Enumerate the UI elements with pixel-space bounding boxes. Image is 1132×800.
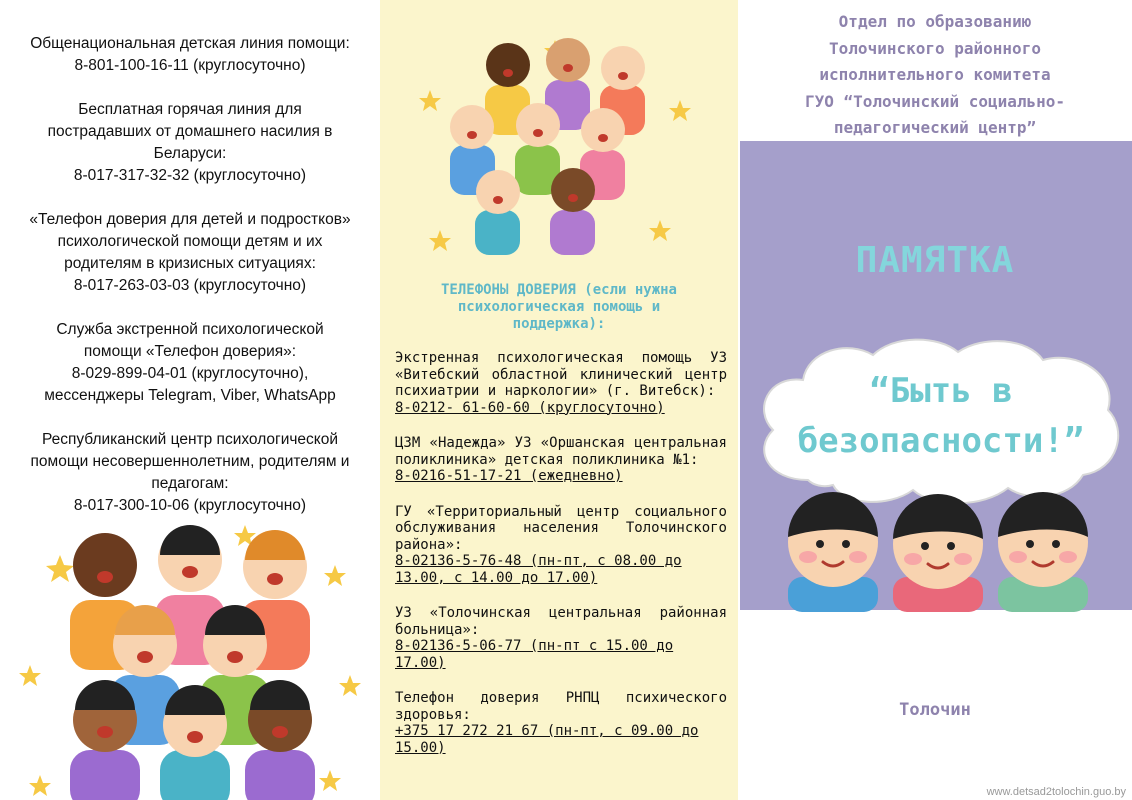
- hotline-line: психологической помощи детям и их: [57, 233, 323, 250]
- regional-hotline-entry: [395, 504, 727, 587]
- page-title: ПАМЯТКА: [855, 240, 1015, 281]
- hotline-line: Беларуси:: [153, 145, 227, 162]
- right-column: [738, 0, 1132, 800]
- slogan: [758, 366, 1124, 466]
- hotline-line: мессенджеры Telegram, Viber, WhatsApp: [44, 387, 336, 404]
- hotline-line: 8-017-317-32-32 (круглосуточно): [73, 167, 307, 184]
- hotline-phone: 8-02136-5-76-48 (пн-пт, с 08.00 до 13.00, с 14.00 до 17.00): [395, 553, 682, 586]
- hotline-block: [16, 209, 364, 297]
- heading-line: поддержка):: [512, 316, 606, 332]
- hotline-phone: 8-0212- 61-60-60 (круглосуточно): [395, 399, 665, 416]
- hotline-block: [16, 33, 364, 77]
- hotline-block: [16, 99, 364, 187]
- children-group-illustration: [0, 515, 380, 800]
- organization-line: педагогический центр”: [833, 118, 1037, 137]
- hotline-line: помощи «Телефон доверия»:: [83, 343, 297, 360]
- organization-line: Отдел по образованию: [838, 12, 1032, 31]
- hotline-line: «Телефон доверия для детей и подростков»: [29, 211, 351, 228]
- hotline-phone: 8-02136-5-06-77 (пн-пт с 15.00 до 17.00): [395, 638, 674, 671]
- hotline-description: Экстренная психологическая помощь УЗ «Витебский областной клинический центр психиатрии и наркологии» (г. Витебск):: [395, 350, 727, 399]
- hotline-line: родителям в кризисных ситуациях:: [64, 255, 316, 272]
- regional-hotline-list: [395, 350, 727, 775]
- left-column: [0, 0, 380, 800]
- regional-hotline-entry: [395, 690, 727, 756]
- heading-line: психологическая помощь и: [457, 299, 661, 315]
- website-watermark: www.detsad2tolochin.guo.by: [986, 786, 1126, 798]
- regional-hotline-entry: [395, 350, 727, 416]
- organization-line: Толочинского районного: [829, 38, 1041, 58]
- hotline-line: 8-801-100-16-11 (круглосуточно): [74, 57, 306, 74]
- heading-line: ТЕЛЕФОНЫ ДОВЕРИЯ (если нужна: [440, 282, 677, 298]
- organization-name: [738, 9, 1132, 142]
- regional-hotline-entry: [395, 435, 727, 485]
- hotline-block: [16, 429, 364, 517]
- hotline-line: 8-017-300-10-06 (круглосуточно): [73, 497, 307, 514]
- hotline-block: [16, 319, 364, 407]
- hotline-line: Общенациональная детская линия помощи:: [30, 35, 350, 52]
- hotline-phone: +375 17 272 21 67 (пн-пт, с 09.00 до 15.00): [395, 723, 699, 756]
- organization-line: исполнительного комитета: [819, 65, 1051, 84]
- hotline-line: Бесплатная горячая линия для: [78, 101, 302, 118]
- hotline-line: 8-029-899-04-01 (круглосуточно),: [71, 365, 309, 382]
- hotline-line: помощи несовершеннолетним, родителям и: [30, 453, 350, 470]
- hotline-description: ЦЗМ «Надежда» УЗ «Оршанская центральная поликлиника» детская поликлиника №1:: [395, 435, 727, 468]
- slogan-line: “Быть в: [869, 371, 1013, 411]
- hotline-line: Республиканский центр психологической: [41, 431, 339, 448]
- city-name: Толочин: [899, 700, 971, 720]
- hotline-line: педагогам:: [151, 475, 229, 492]
- hotline-line: пострадавших от домашнего насилия в: [47, 123, 333, 140]
- hotlines-heading: [398, 282, 720, 333]
- hotline-description: ГУ «Территориальный центр социального обслуживания населения Толочинского района»:: [395, 503, 727, 553]
- hotline-phone: 8-0216-51-17-21 (ежедневно): [395, 468, 623, 484]
- hotline-description: УЗ «Толочинская центральная районная больница»:: [395, 605, 727, 638]
- hotline-line: 8-017-263-03-03 (круглосуточно): [73, 277, 307, 294]
- organization-line: ГУО “Толочинский социально-: [804, 91, 1066, 111]
- hotline-line: Служба экстренной психологической: [56, 321, 324, 338]
- hotline-list: [0, 33, 380, 539]
- hotline-description: Телефон доверия РНПЦ психического здоровья:: [395, 690, 727, 723]
- middle-column: [380, 0, 738, 800]
- three-children-faces-illustration: [778, 482, 1098, 612]
- slogan-line: безопасности!”: [797, 421, 1085, 461]
- regional-hotline-entry: [395, 605, 727, 671]
- jumping-children-illustration: [410, 30, 710, 280]
